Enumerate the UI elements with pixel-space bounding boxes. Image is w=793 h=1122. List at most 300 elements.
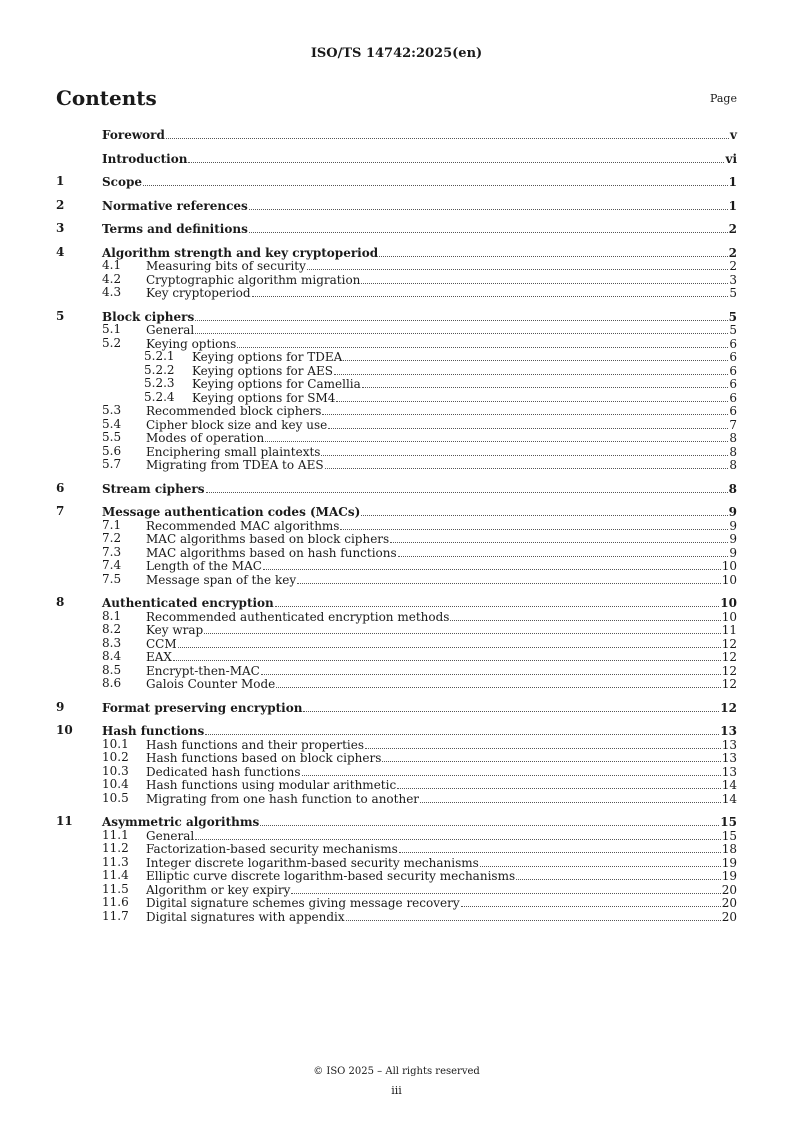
- toc-entry[interactable]: [56, 175, 737, 189]
- toc-entry-page[interactable]: 10: [721, 572, 737, 587]
- dot-leader: [361, 505, 727, 516]
- toc-entry-number: 5.3: [102, 403, 122, 417]
- dot-leader: [340, 519, 728, 530]
- toc-entry-leader-line: [102, 222, 737, 237]
- dot-leader: [346, 910, 721, 921]
- dot-leader: [195, 829, 720, 840]
- toc-entry-number: 4: [56, 244, 65, 259]
- dot-leader: [365, 738, 721, 749]
- toc-entry-leader-line: [146, 869, 737, 884]
- toc-entry-title[interactable]: Hash functions: [102, 724, 205, 738]
- toc-entry-leader-line: [146, 883, 737, 898]
- toc-entry[interactable]: [56, 896, 737, 910]
- toc-entry-leader-line: [102, 701, 737, 716]
- toc-entry-title[interactable]: Cipher block size and key use: [146, 417, 328, 432]
- toc-entry-title[interactable]: Stream ciphers: [102, 481, 205, 496]
- toc-entry-page[interactable]: 10: [721, 559, 737, 573]
- toc-entry-leader-line: [146, 337, 737, 352]
- dot-leader: [321, 445, 728, 456]
- toc-entry-leader-line: [192, 350, 737, 365]
- toc-entry-number: 5.7: [102, 457, 122, 471]
- toc-entry[interactable]: [56, 842, 737, 856]
- toc-entry-title[interactable]: Block ciphers: [102, 309, 195, 324]
- toc-entry[interactable]: [56, 519, 737, 533]
- toc-entry-page[interactable]: 11: [721, 623, 737, 637]
- toc-entry[interactable]: [56, 738, 737, 752]
- toc-entry-number: 8.4: [102, 649, 122, 663]
- toc-entry-number: 7.3: [102, 544, 122, 559]
- toc-entry-title[interactable]: Modes of operation: [146, 431, 265, 445]
- dot-leader: [249, 222, 728, 233]
- toc-entry[interactable]: [56, 391, 737, 405]
- toc-entry-leader-line: [146, 751, 737, 766]
- toc-entry-leader-line: [102, 724, 737, 739]
- toc-entry-number: 10.3: [102, 763, 129, 778]
- dot-leader: [205, 724, 719, 735]
- toc-entry-page[interactable]: 12: [721, 636, 737, 651]
- toc-entry-leader-line: [146, 286, 737, 301]
- toc-entry-number: 5.5: [102, 430, 122, 444]
- dot-leader: [398, 546, 729, 557]
- toc-entry-leader-line: [146, 842, 737, 857]
- toc-entry[interactable]: [56, 259, 737, 273]
- toc-entry-page[interactable]: 6: [729, 404, 737, 418]
- toc-entry-number: 5.1: [102, 322, 122, 336]
- toc-entry[interactable]: [56, 310, 737, 324]
- toc-entry-title[interactable]: Recommended MAC algorithms: [146, 518, 340, 533]
- toc-entry[interactable]: [56, 152, 737, 166]
- toc-entry[interactable]: [56, 751, 737, 765]
- toc-entry-number: 5.2.2: [144, 362, 175, 377]
- toc-entry-title[interactable]: Message authentication codes (MACs): [102, 505, 361, 519]
- toc-entry-leader-line: [102, 482, 737, 497]
- toc-entry-page[interactable]: 9: [728, 505, 737, 519]
- toc-entry[interactable]: [56, 664, 737, 678]
- toc-entry-leader-line: [146, 778, 737, 793]
- toc-entry-title[interactable]: Elliptic curve discrete logarithm-based security mechanisms: [146, 869, 516, 883]
- dot-leader: [297, 573, 721, 584]
- toc-entry-title[interactable]: Hash functions based on block ciphers: [146, 751, 382, 765]
- dot-leader: [516, 869, 721, 880]
- toc-entry-title[interactable]: Keying options for TDEA: [192, 350, 343, 364]
- toc-entry-number: 7.5: [102, 571, 122, 586]
- copyright-footer: © ISO 2025 – All rights reserved: [313, 1066, 480, 1077]
- toc-entry-page[interactable]: 20: [721, 896, 737, 910]
- toc-entry-number: 5.2.3: [144, 376, 175, 390]
- dot-leader: [420, 792, 721, 803]
- dot-leader: [461, 896, 721, 907]
- dot-leader: [399, 842, 721, 853]
- toc-entry-page[interactable]: 9: [729, 545, 737, 560]
- toc-entry-page[interactable]: 6: [729, 377, 737, 391]
- toc-entry-leader-line: [146, 573, 737, 588]
- toc-entry[interactable]: [56, 637, 737, 651]
- toc-entry-page[interactable]: 2: [728, 245, 737, 260]
- toc-entry-leader-line: [146, 532, 737, 547]
- toc-entry-number: 11.2: [102, 841, 129, 855]
- dot-leader: [263, 559, 721, 570]
- toc-entry-page[interactable]: 12: [721, 663, 737, 678]
- page-column-label: Page: [709, 92, 737, 105]
- toc-entry[interactable]: [56, 445, 737, 459]
- toc-entry-title[interactable]: Terms and definitions: [102, 222, 248, 236]
- toc-entry-number: 10: [56, 723, 73, 737]
- toc-entry[interactable]: [56, 431, 737, 445]
- toc-entry-leader-line: [146, 519, 737, 534]
- toc-entry-leader-line: [102, 152, 737, 167]
- dot-leader: [390, 532, 728, 543]
- toc-entry-page[interactable]: 8: [729, 444, 737, 459]
- toc-entry-number: 2: [56, 197, 65, 212]
- dot-leader: [206, 482, 728, 493]
- toc-entry-leader-line: [146, 792, 737, 807]
- toc-entry-page[interactable]: 12: [721, 650, 737, 664]
- toc-entry[interactable]: [56, 199, 737, 213]
- toc-entry[interactable]: [56, 623, 737, 637]
- toc-entry-number: 7.1: [102, 517, 122, 532]
- toc-entry-leader-line: [102, 505, 737, 520]
- toc-entry[interactable]: [56, 350, 737, 364]
- toc-entry[interactable]: [56, 458, 737, 472]
- toc-entry-page[interactable]: 1: [728, 175, 737, 189]
- toc-entry-page[interactable]: 2: [729, 259, 737, 273]
- toc-entry[interactable]: [56, 856, 737, 870]
- toc-entry-leader-line: [146, 323, 737, 338]
- toc-entry-leader-line: [102, 246, 737, 261]
- toc-entry[interactable]: [56, 829, 737, 843]
- toc-entry-title[interactable]: Normative references: [102, 198, 248, 213]
- toc-entry-leader-line: [146, 273, 737, 288]
- dot-leader: [188, 152, 724, 163]
- toc-entry-leader-line: [146, 259, 737, 274]
- toc-entry-leader-line: [146, 458, 737, 473]
- toc-entry-number: 11.3: [102, 854, 129, 869]
- toc-entry[interactable]: [56, 724, 737, 738]
- toc-entry-leader-line: [146, 738, 737, 753]
- toc-entry-page[interactable]: 6: [729, 350, 737, 364]
- toc-entry-title[interactable]: Keying options for Camellia: [192, 377, 361, 391]
- toc-entry-leader-line: [102, 310, 737, 325]
- toc-entry-leader-line: [102, 815, 737, 830]
- toc-entry-page[interactable]: 7: [729, 417, 737, 432]
- toc-entry-leader-line: [146, 829, 737, 844]
- toc-entry-leader-line: [146, 677, 737, 692]
- toc-entry[interactable]: [56, 482, 737, 496]
- dot-leader: [382, 751, 720, 762]
- dot-leader: [302, 765, 721, 776]
- toc-entry-leader-line: [192, 391, 737, 406]
- toc-entry-title[interactable]: MAC algorithms based on block ciphers: [146, 532, 390, 546]
- toc-entry-page[interactable]: vi: [725, 151, 737, 166]
- toc-entry-page[interactable]: 6: [729, 363, 737, 378]
- dot-leader: [450, 610, 720, 621]
- toc-entry-number: 4.2: [102, 271, 122, 286]
- toc-entry-leader-line: [146, 431, 737, 446]
- toc-entry-number: 5.4: [102, 416, 122, 431]
- toc-entry-number: 5.2.4: [144, 389, 175, 404]
- toc-entry-number: 3: [56, 221, 65, 235]
- toc-entry-title[interactable]: Measuring bits of security: [146, 259, 306, 273]
- toc-entry-page[interactable]: 18: [721, 842, 737, 856]
- toc-entry-title[interactable]: Digital signature schemes giving message recovery: [146, 896, 460, 910]
- toc-entry-page[interactable]: 2: [728, 222, 737, 236]
- toc-entry-number: 6: [56, 480, 65, 495]
- toc-entry-leader-line: [146, 559, 737, 574]
- toc-entry-title[interactable]: Introduction: [102, 151, 188, 166]
- toc-entry-number: 11: [56, 814, 73, 828]
- document-header: ISO/TS 14742:2025(en): [310, 46, 483, 61]
- dot-leader: [328, 418, 728, 429]
- toc-entry-page[interactable]: 12: [721, 677, 737, 691]
- dot-leader: [252, 286, 729, 297]
- toc-entry-title[interactable]: Asymmetric algorithms: [102, 815, 260, 829]
- toc-entry-title[interactable]: Encrypt-then-MAC: [146, 663, 260, 678]
- toc-entry-title[interactable]: Keying options for SM4: [192, 390, 336, 405]
- toc-entry-leader-line: [102, 199, 737, 214]
- toc-entry-number: 8: [56, 595, 65, 609]
- toc-entry-number: 8.2: [102, 622, 122, 636]
- toc-entry[interactable]: [56, 337, 737, 351]
- toc-entry[interactable]: [56, 546, 737, 560]
- dot-leader: [362, 377, 729, 388]
- toc-entry-page[interactable]: 5: [729, 323, 737, 337]
- toc-entry-page[interactable]: 13: [721, 751, 737, 765]
- dot-leader: [379, 246, 728, 257]
- toc-entry-title[interactable]: General: [146, 323, 195, 337]
- toc-entry-title[interactable]: Key wrap: [146, 623, 204, 637]
- toc-entry-title[interactable]: Authenticated encryption: [102, 596, 274, 610]
- toc-entry-number: 7: [56, 504, 65, 518]
- dot-leader: [237, 337, 728, 348]
- toc-entry-page[interactable]: 14: [721, 791, 737, 806]
- toc-entry-page[interactable]: 13: [721, 737, 737, 752]
- toc-entry[interactable]: [56, 869, 737, 883]
- toc-entry-number: 10.2: [102, 750, 129, 764]
- toc-entry-leader-line: [192, 377, 737, 392]
- toc-entry-title[interactable]: Format preserving encryption: [102, 700, 303, 715]
- toc-entry-title[interactable]: EAX: [146, 650, 172, 664]
- toc-entry-number: 7.2: [102, 531, 122, 545]
- toc-entry-leader-line: [146, 765, 737, 780]
- toc-entry-leader-line: [146, 445, 737, 460]
- toc-entry-page[interactable]: 8: [729, 431, 737, 445]
- dot-leader: [166, 128, 729, 139]
- toc-entry-page[interactable]: 15: [721, 828, 737, 843]
- toc-entry-number: 11.7: [102, 908, 129, 923]
- toc-entry[interactable]: [56, 815, 737, 829]
- toc-entry-page[interactable]: 12: [720, 700, 737, 715]
- dot-leader: [260, 815, 719, 826]
- toc-entry-page[interactable]: 6: [729, 336, 737, 351]
- toc-entry-number: 10.4: [102, 777, 129, 791]
- dot-leader: [204, 623, 721, 634]
- toc-entry[interactable]: [56, 222, 737, 236]
- toc-entry-title[interactable]: Keying options: [146, 336, 237, 351]
- toc-entry-page[interactable]: 14: [721, 778, 737, 792]
- toc-entry-number: 11.5: [102, 881, 129, 896]
- toc-entry[interactable]: [56, 792, 737, 806]
- toc-entry[interactable]: [56, 273, 737, 287]
- toc-entry-page[interactable]: 6: [729, 390, 737, 405]
- toc-entry-title[interactable]: Algorithm strength and key cryptoperiod: [102, 245, 379, 260]
- dot-leader: [173, 650, 721, 661]
- toc-entry[interactable]: [56, 677, 737, 691]
- toc-entry[interactable]: [56, 364, 737, 378]
- dot-leader: [178, 637, 721, 648]
- toc-entry-title[interactable]: Digital signatures with appendix: [146, 909, 345, 924]
- toc-entry-number: 10.1: [102, 736, 129, 751]
- toc-entry-number: 8.3: [102, 635, 122, 650]
- toc-entry[interactable]: [56, 650, 737, 664]
- toc-entry-leader-line: [146, 623, 737, 638]
- toc-entry[interactable]: [56, 323, 737, 337]
- toc-entry-number: 8.6: [102, 676, 122, 690]
- toc-entry-page[interactable]: 19: [721, 855, 737, 870]
- dot-leader: [343, 350, 728, 361]
- toc-entry-number: 1: [56, 174, 65, 188]
- toc-entry-number: 5: [56, 308, 65, 323]
- toc-entry[interactable]: [56, 883, 737, 897]
- toc-entry-page[interactable]: 13: [721, 764, 737, 779]
- toc-entry[interactable]: [56, 910, 737, 924]
- toc-entry-title[interactable]: Factorization-based security mechanisms: [146, 842, 398, 856]
- dot-leader: [249, 199, 728, 210]
- dot-leader: [143, 175, 728, 186]
- toc-entry[interactable]: [56, 286, 737, 300]
- dot-leader: [291, 883, 720, 894]
- toc-entry-page[interactable]: v: [730, 128, 737, 142]
- toc-entry-number: 11.6: [102, 895, 129, 909]
- toc-entry-page[interactable]: 9: [729, 518, 737, 533]
- toc-entry-leader-line: [146, 910, 737, 925]
- toc-entry-number: 11.4: [102, 868, 129, 882]
- toc-entry[interactable]: [56, 418, 737, 432]
- toc-entry-number: 5.2: [102, 335, 122, 350]
- toc-entry-title[interactable]: Migrating from one hash function to another: [146, 791, 420, 806]
- toc-entry-leader-line: [146, 637, 737, 652]
- toc-entry-number: 8.1: [102, 608, 122, 623]
- dot-leader: [195, 323, 728, 334]
- toc-entry-title[interactable]: Hash functions using modular arithmetic: [146, 778, 397, 792]
- toc-entry[interactable]: [56, 559, 737, 573]
- toc-entry[interactable]: [56, 246, 737, 260]
- toc-entry-title[interactable]: General: [146, 828, 195, 843]
- toc-entry[interactable]: [56, 701, 737, 715]
- toc-entry-title[interactable]: Scope: [102, 175, 143, 189]
- toc-entry-number: 4.3: [102, 285, 122, 299]
- toc-entry-number: 7.4: [102, 558, 122, 572]
- toc-entry[interactable]: [56, 610, 737, 624]
- page-number: iii: [391, 1084, 402, 1097]
- toc-entry-page[interactable]: 5: [728, 309, 737, 324]
- dot-leader: [195, 310, 727, 321]
- toc-entry-title[interactable]: Recommended authenticated encryption methods: [146, 609, 450, 624]
- toc-entry-leader-line: [146, 664, 737, 679]
- toc-entry-page[interactable]: 10: [720, 596, 737, 610]
- dot-leader: [480, 856, 721, 867]
- toc-entry-number: 11.1: [102, 827, 129, 842]
- toc-entry-page[interactable]: 20: [721, 882, 737, 897]
- toc-entry-leader-line: [146, 418, 737, 433]
- dot-leader: [322, 404, 728, 415]
- dot-leader: [261, 664, 721, 675]
- toc-entry-leader-line: [102, 596, 737, 611]
- toc-entry[interactable]: [56, 778, 737, 792]
- toc-entry-leader-line: [146, 610, 737, 625]
- toc-entry-title[interactable]: Message span of the key: [146, 572, 297, 587]
- toc-entry-title[interactable]: Dedicated hash functions: [146, 764, 301, 779]
- toc-entry-leader-line: [146, 650, 737, 665]
- toc-entry-page[interactable]: 10: [721, 609, 737, 624]
- toc-entry-page[interactable]: 8: [728, 481, 737, 496]
- toc-entry-title[interactable]: Recommended block ciphers: [146, 404, 322, 418]
- dot-leader: [275, 596, 720, 607]
- toc-entry-page[interactable]: 20: [721, 909, 737, 924]
- toc-entry-title[interactable]: Integer discrete logarithm-based security mechanisms: [146, 855, 479, 870]
- dot-leader: [303, 701, 719, 712]
- table-of-contents: [56, 126, 737, 923]
- toc-entry-page[interactable]: 3: [729, 272, 737, 287]
- toc-entry-title[interactable]: Key cryptoperiod: [146, 286, 251, 300]
- toc-entry-title[interactable]: Cryptographic algorithm migration: [146, 272, 361, 287]
- toc-entry-page[interactable]: 13: [720, 724, 737, 738]
- toc-entry-title[interactable]: Keying options for AES: [192, 363, 333, 378]
- dot-leader: [276, 677, 720, 688]
- toc-entry-leader-line: [146, 546, 737, 561]
- toc-entry[interactable]: [56, 377, 737, 391]
- toc-entry-page[interactable]: 15: [720, 815, 737, 829]
- toc-entry[interactable]: [56, 596, 737, 610]
- contents-title-row: [56, 86, 737, 112]
- toc-entry-title[interactable]: Algorithm or key expiry: [146, 882, 291, 897]
- toc-entry[interactable]: [56, 573, 737, 587]
- toc-entry[interactable]: [56, 765, 737, 779]
- toc-entry-page[interactable]: 19: [721, 869, 737, 883]
- toc-entry-title[interactable]: Galois Counter Mode: [146, 677, 276, 691]
- toc-entry-title[interactable]: Foreword: [102, 128, 165, 142]
- toc-entry-title[interactable]: Length of the MAC: [146, 559, 262, 573]
- dot-leader: [307, 259, 728, 270]
- page-title: Contents: [56, 86, 157, 110]
- toc-entry-number: 5.2.1: [144, 349, 175, 363]
- toc-entry-leader-line: [146, 856, 737, 871]
- toc-entry[interactable]: [56, 532, 737, 546]
- toc-entry-page[interactable]: 5: [729, 286, 737, 300]
- toc-entry-page[interactable]: 9: [729, 532, 737, 546]
- toc-entry-leader-line: [102, 128, 737, 143]
- toc-entry-page[interactable]: 8: [729, 458, 737, 472]
- toc-entry-page[interactable]: 1: [728, 198, 737, 213]
- toc-entry-number: 5.6: [102, 443, 122, 458]
- toc-entry-number: 9: [56, 699, 65, 714]
- toc-entry-title[interactable]: CCM: [146, 636, 177, 651]
- toc-entry-title[interactable]: MAC algorithms based on hash functions: [146, 545, 397, 560]
- toc-entry-number: 8.5: [102, 662, 122, 677]
- toc-entry-title[interactable]: Hash functions and their properties: [146, 737, 365, 752]
- toc-entry-leader-line: [146, 404, 737, 419]
- toc-entry[interactable]: [56, 505, 737, 519]
- toc-entry[interactable]: [56, 128, 737, 142]
- dot-leader: [265, 431, 728, 442]
- toc-entry-title[interactable]: Migrating from TDEA to AES: [146, 458, 324, 472]
- toc-entry[interactable]: [56, 404, 737, 418]
- toc-entry-leader-line: [192, 364, 737, 379]
- toc-entry-leader-line: [102, 175, 737, 190]
- dot-leader: [334, 364, 728, 375]
- toc-entry-title[interactable]: Enciphering small plaintexts: [146, 444, 321, 459]
- toc-entry-leader-line: [146, 896, 737, 911]
- dot-leader: [336, 391, 728, 402]
